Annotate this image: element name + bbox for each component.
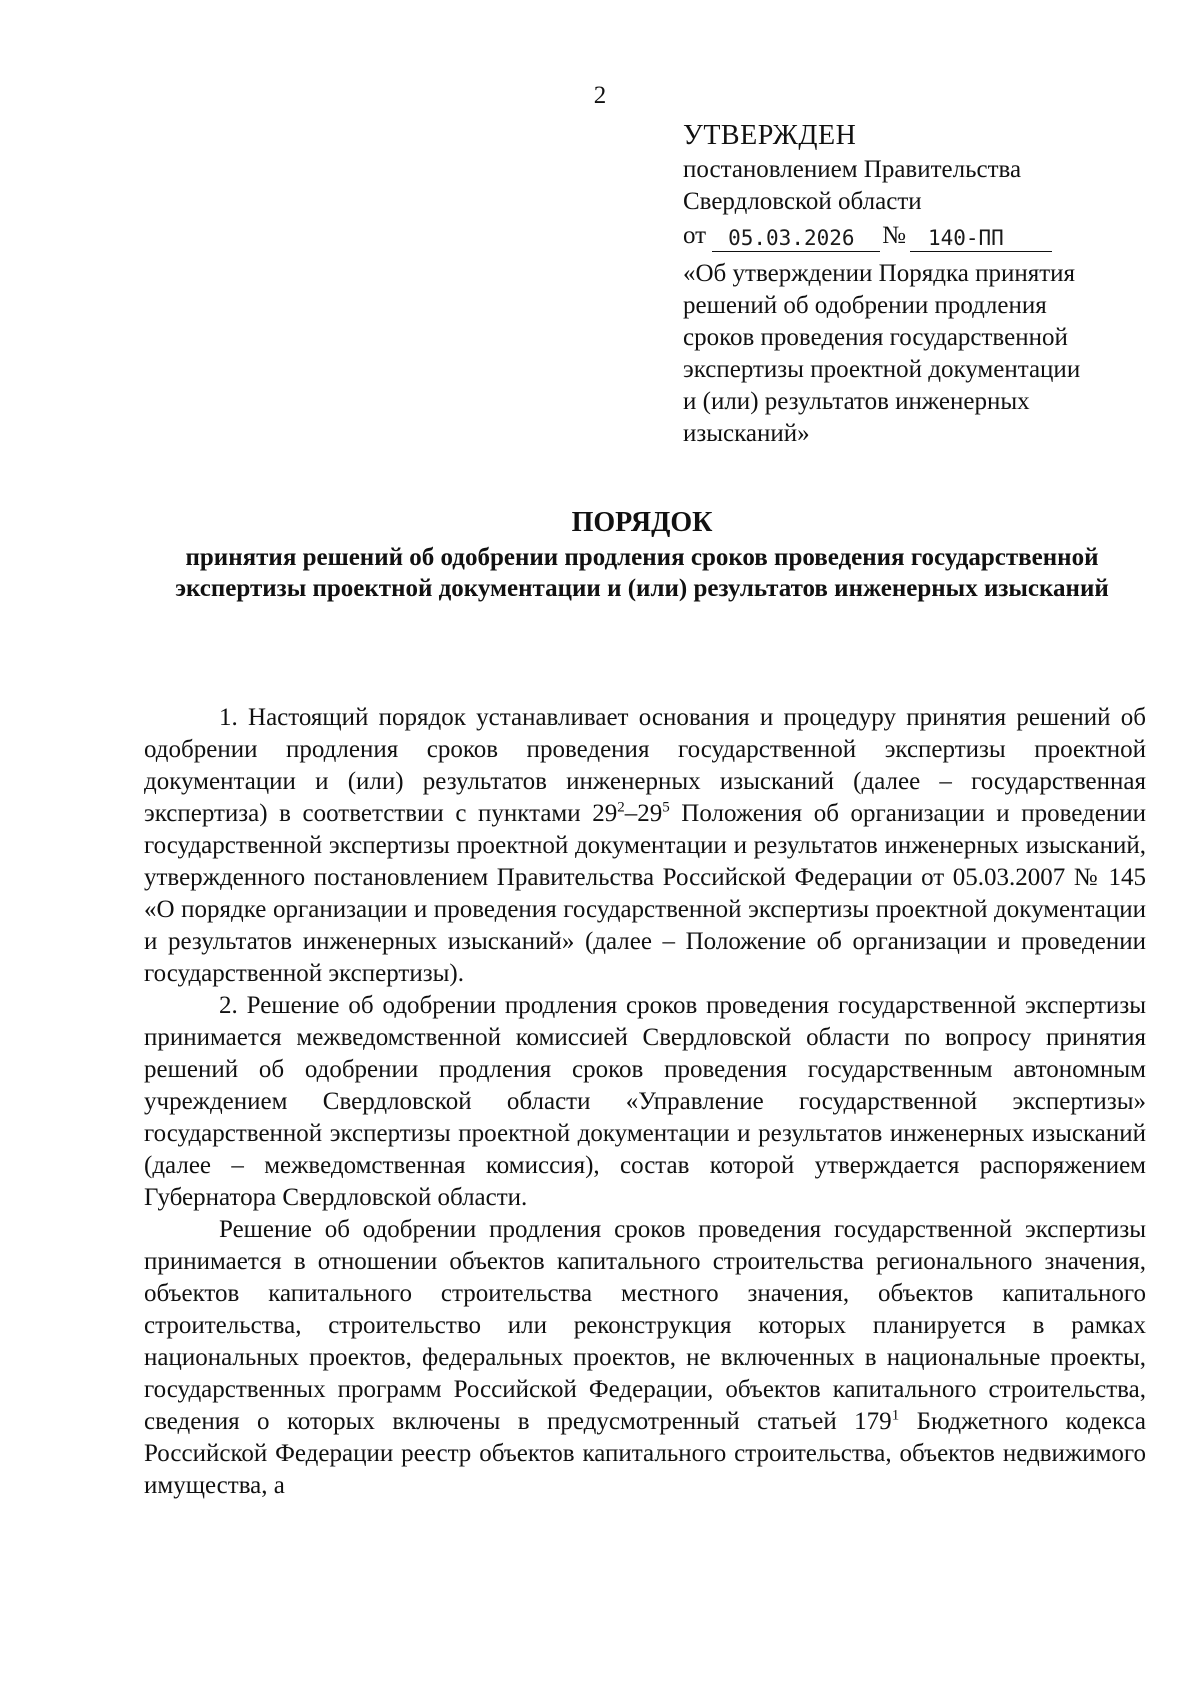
approval-line-2: Свердловской области	[683, 188, 922, 215]
document-body	[144, 702, 1146, 1502]
approval-date-line	[683, 218, 1153, 252]
superscript: 5	[662, 799, 670, 816]
number-sign: №	[882, 222, 906, 249]
paragraph-2: 2. Решение об одобрении продления сроков проведения государственной экспертизы принимается межведомственной комиссией Свердловской области по вопросу принятия решений об одобрении продления сроков проведения государственным автономным учреждением Свердловской области «Управление государственной экспертизы» государственной экспертизы проектной документации и результатов инженерных изысканий (далее – межведомственная комиссия), состав которой утверждается распоряжением Губернатора Свердловской области.	[144, 992, 1146, 1211]
paragraph-1	[144, 702, 1146, 990]
approval-quote-line: «Об утверждении Порядка принятия	[683, 260, 1076, 287]
superscript: 1	[891, 1407, 900, 1424]
paragraph-3-text-a: Решение об одобрении продления сроков проведения государственной экспертизы принимается в отношении объектов капитального строительства регионального значения, объектов капитального строительства местного значения, объектов капитального строительства, строительство или реконструкция которых планируется в рамках национальных проектов, федеральных проектов, не включенных в национальные проекты, государственных программ Российской Федерации, объектов капитального строительства, сведения о которых включены в предусмотренный статьей 179	[144, 1216, 1146, 1435]
approval-quote-line: сроков проведения государственной	[683, 324, 1068, 351]
approval-title: УТВЕРЖДЕН	[683, 120, 857, 151]
approval-date: 05.03.2026	[712, 225, 880, 252]
document-subtitle: принятия решений об одобрении продления сроков проведения государственной экспертизы проектной документации и (или) результатов инженерных изысканий	[175, 544, 1109, 602]
paragraph-1-text-b: –29	[624, 800, 663, 827]
paragraph-1-text-a: 1. Настоящий порядок устанавливает основания и процедуру принятия решений об одобрении продления сроков проведения государственной экспертизы проектной документации и (или) результатов инженерных изысканий (далее – государственная экспертиза) в соответствии с пунктами 29	[144, 704, 1146, 827]
approval-line-1: постановлением Правительства	[683, 156, 1022, 183]
date-prefix: от	[683, 222, 707, 249]
approval-number: 140-ПП	[910, 225, 1052, 252]
approval-block	[683, 118, 1153, 450]
approval-quote-line: и (или) результатов инженерных	[683, 388, 1030, 415]
approval-quote-line: изысканий»	[683, 420, 810, 447]
approval-quote-line: экспертизы проектной документации	[683, 356, 1081, 383]
paragraph-3-text-b: Бюджетного кодекса Российской Федерации реестр объектов капитального строительства, объектов недвижимого имущества, а	[144, 1408, 1147, 1499]
paragraph-3	[144, 1214, 1146, 1502]
paragraph-1-text-c: Положения об организации и проведении государственной экспертизы проектной документации и результатов инженерных изысканий, утвержденного постановлением Правительства Российской Федерации от 05.03.2007 № 145 «О порядке организации и проведения государственной экспертизы проектной документации и результатов инженерных изысканий» (далее – Положение об организации и проведении государственной экспертизы).	[144, 800, 1146, 987]
approval-quote-line: решений об одобрении продления	[683, 292, 1047, 319]
document-title: ПОРЯДОК	[571, 507, 713, 538]
page-number: 2	[593, 82, 607, 109]
superscript: 2	[617, 799, 625, 816]
